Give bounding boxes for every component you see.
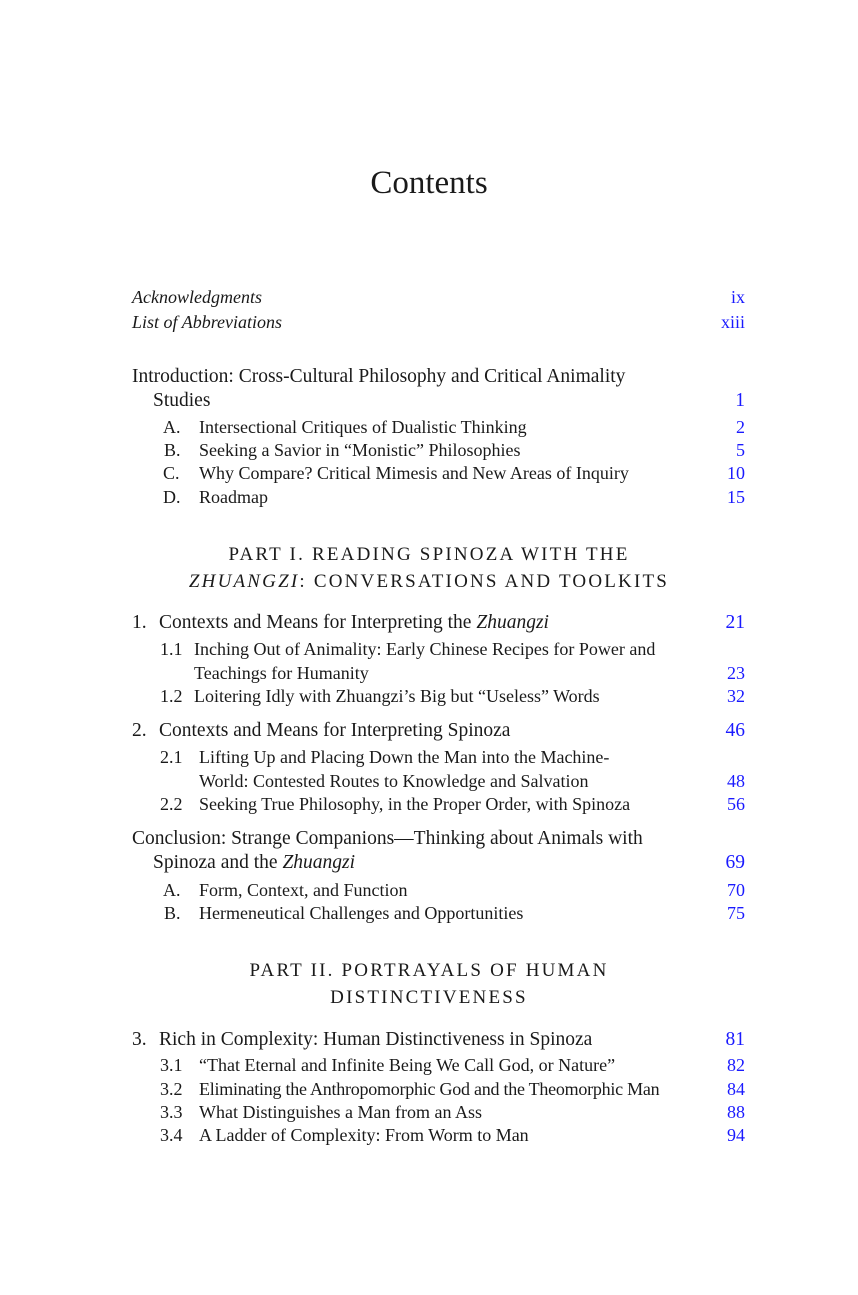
section-number: 3.1	[160, 1055, 183, 1075]
page-link[interactable]: 56	[727, 794, 745, 814]
section-number: 3.3	[160, 1102, 183, 1122]
toc-section[interactable]	[132, 792, 745, 816]
section-title: Eliminating the Anthropomorphic God and the Theomorphic Man	[199, 1079, 660, 1099]
section-title: Intersectional Critiques of Dualistic Thinking	[199, 417, 527, 437]
toc-section[interactable]	[132, 1053, 745, 1077]
section-label: D.	[163, 487, 181, 507]
section-title-cont: World: Contested Routes to Knowledge and Salvation	[199, 771, 589, 791]
toc-section[interactable]	[132, 745, 745, 769]
page-link[interactable]: 81	[725, 1029, 745, 1050]
section-label: A.	[163, 880, 181, 900]
section-label: B.	[164, 903, 181, 923]
toc-section[interactable]	[132, 878, 745, 902]
page-link[interactable]: 94	[727, 1125, 745, 1145]
toc-entry-abbreviations[interactable]	[132, 310, 745, 334]
entry-title: Conclusion: Strange Companions—Thinking about Animals with	[132, 828, 643, 849]
toc-entry-conclusion[interactable]	[132, 827, 745, 851]
toc-section[interactable]	[132, 415, 745, 439]
page-link[interactable]: 2	[736, 417, 745, 437]
section-title: Loitering Idly with Zhuangzi’s Big but “Useless” Words	[194, 686, 600, 706]
section-title: What Distinguishes a Man from an Ass	[199, 1102, 482, 1122]
toc-section[interactable]	[132, 637, 745, 661]
toc-section-cont[interactable]	[132, 661, 745, 685]
part-heading-italic: ZHUANGZI	[188, 571, 300, 592]
chapter-number: 2.	[132, 720, 147, 741]
page-link[interactable]: 69	[725, 852, 745, 873]
part-heading-cont	[0, 568, 858, 595]
page-link[interactable]: 10	[727, 463, 745, 483]
toc-chapter[interactable]	[132, 719, 745, 743]
page-link[interactable]: 1	[735, 390, 745, 411]
toc-section[interactable]	[132, 461, 745, 485]
entry-title: Acknowledgments	[132, 287, 262, 307]
toc-entry-introduction[interactable]	[132, 365, 745, 389]
page-link[interactable]: 23	[727, 663, 745, 683]
section-number: 1.1	[160, 639, 183, 659]
section-title: Hermeneutical Challenges and Opportunities	[199, 903, 524, 923]
section-number: 2.1	[160, 747, 183, 767]
page-link[interactable]: 70	[727, 880, 745, 900]
section-title: Seeking a Savior in “Monistic” Philosophies	[199, 440, 521, 460]
toc-section[interactable]	[132, 438, 745, 462]
toc-entry-acknowledgments[interactable]	[132, 285, 745, 309]
toc-section[interactable]	[132, 1123, 745, 1147]
section-number: 3.2	[160, 1079, 183, 1099]
part-heading-cont: DISTINCTIVENESS	[330, 987, 528, 1008]
entry-title: List of Abbreviations	[132, 312, 283, 332]
toc-entry-introduction-cont[interactable]	[132, 389, 745, 413]
section-number: 1.2	[160, 686, 183, 706]
section-title: Roadmap	[199, 487, 268, 507]
chapter-number: 1.	[132, 612, 147, 633]
chapter-title: Rich in Complexity: Human Distinctiveness in Spinoza	[159, 1029, 593, 1050]
entry-title-cont: Studies	[153, 390, 211, 411]
part-heading: PART II. PORTRAYALS OF HUMAN	[249, 960, 609, 981]
page-link[interactable]: xiii	[720, 312, 745, 332]
page-link[interactable]: ix	[730, 287, 745, 307]
toc-section[interactable]	[132, 1100, 745, 1124]
section-title: Lifting Up and Placing Down the Man into the Machine-	[199, 747, 610, 767]
section-title: Form, Context, and Function	[199, 880, 408, 900]
entry-title: Introduction: Cross-Cultural Philosophy and Critical Animality	[132, 366, 626, 387]
section-title: Why Compare? Critical Mimesis and New Areas of Inquiry	[199, 463, 629, 483]
page-link[interactable]: 21	[725, 612, 745, 633]
part-heading: PART I. READING SPINOZA WITH THE	[228, 544, 630, 565]
chapter-title: Contexts and Means for Interpreting the Zhuangzi	[159, 612, 549, 633]
toc-chapter[interactable]	[132, 1028, 745, 1052]
toc-section-cont[interactable]	[132, 769, 745, 793]
section-title: A Ladder of Complexity: From Worm to Man	[199, 1125, 529, 1145]
section-label: B.	[164, 440, 181, 460]
section-number: 2.2	[160, 794, 183, 814]
page-link[interactable]: 48	[727, 771, 745, 791]
section-title: “That Eternal and Infinite Being We Call God, or Nature”	[199, 1055, 616, 1075]
page-link[interactable]: 82	[727, 1055, 745, 1075]
entry-title-cont: Spinoza and the Zhuangzi	[153, 852, 356, 873]
page-link[interactable]: 5	[736, 440, 745, 460]
section-title: Seeking True Philosophy, in the Proper Order, with Spinoza	[199, 794, 631, 814]
part-heading-rest: : CONVERSATIONS AND TOOLKITS	[299, 571, 670, 592]
page-link[interactable]: 88	[727, 1102, 745, 1122]
section-label: C.	[163, 463, 180, 483]
toc-entry-conclusion-cont[interactable]	[132, 851, 745, 875]
toc-chapter[interactable]	[132, 611, 745, 635]
toc-section[interactable]	[132, 485, 745, 509]
chapter-number: 3.	[132, 1029, 147, 1050]
section-number: 3.4	[160, 1125, 183, 1145]
page-link[interactable]: 84	[727, 1079, 745, 1099]
page-link[interactable]: 15	[727, 487, 745, 507]
page-link[interactable]: 75	[727, 903, 745, 923]
page-link[interactable]: 32	[727, 686, 745, 706]
page-link[interactable]: 46	[725, 720, 745, 741]
toc-section[interactable]	[132, 684, 745, 708]
section-title-cont: Teachings for Humanity	[194, 663, 369, 683]
section-label: A.	[163, 417, 181, 437]
chapter-title: Contexts and Means for Interpreting Spinoza	[159, 720, 511, 741]
page-title: Contents	[370, 165, 488, 201]
toc-section[interactable]	[132, 901, 745, 925]
section-title: Inching Out of Animality: Early Chinese Recipes for Power and	[194, 639, 656, 659]
toc-section[interactable]	[132, 1077, 745, 1101]
